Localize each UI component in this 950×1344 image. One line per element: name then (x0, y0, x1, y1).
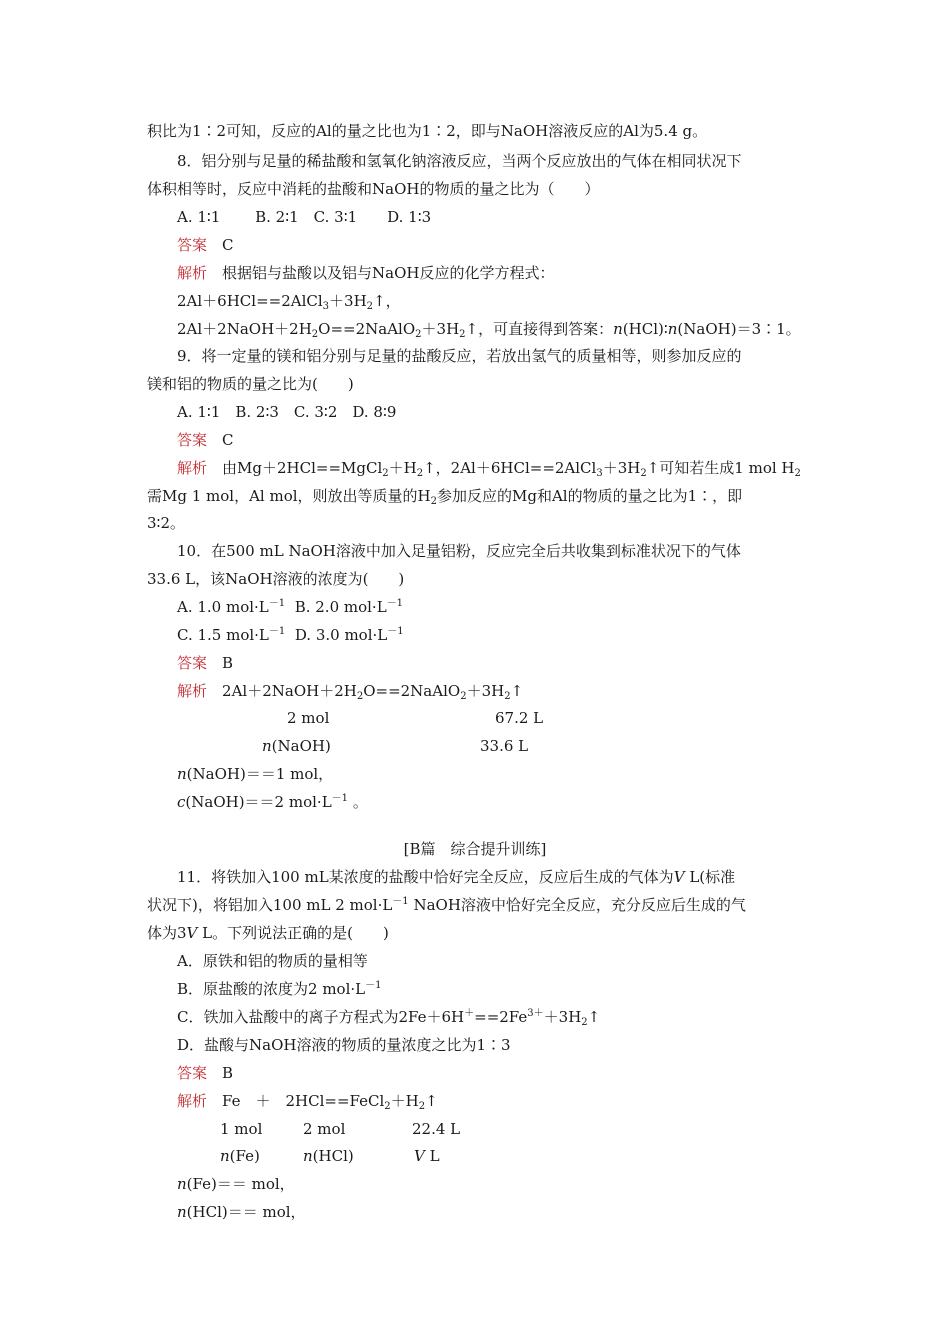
analysis-label: 解析 (177, 1092, 208, 1110)
question-8-answer: 答案 C (177, 236, 234, 254)
question-11-line-2: 状况下)，将铝加入100 mL 2 $mol\cdot L^{-1}$ NaOH溶液中恰好完全反应，充分反应后生成的气 (147, 896, 746, 914)
ratio-cell: n(NaOH) (262, 737, 331, 755)
question-9-options: A. 1∶1 B. 2∶3 C. 3∶2 D. 8∶9 (177, 403, 397, 421)
ratio-cell: 2 mol (303, 1120, 346, 1138)
result-line: n(NaOH)＝＝1 mol， (177, 765, 334, 783)
equation-line: $2Al+6HCl==2AlCl_3+3H_2↑$， (177, 292, 401, 312)
question-11-option-b: B．原盐酸的浓度为2 $mol\cdot L^{-1}$ (177, 980, 382, 998)
question-11-line-3: 体为3V L。下列说法正确的是( ) (147, 924, 389, 942)
question-10-analysis: 解析 $2Al+2NaOH+2H_2O==2NaAlO_2+3H_2↑$ (177, 682, 524, 702)
question-9-line-1: 9．将一定量的镁和铝分别与足量的盐酸反应，若放出氢气的质量相等，则参加反应的 (177, 347, 742, 365)
question-8-line-2: 体积相等时，反应中消耗的盐酸和NaOH的物质的量之比为（ ） (147, 180, 600, 198)
ratio-cell: 2 mol (287, 709, 330, 727)
question-11-answer: 答案 B (177, 1064, 234, 1082)
ratio-cell: 67.2 L (495, 709, 544, 727)
answer-label: 答案 (177, 431, 208, 449)
answer-label: 答案 (177, 1064, 208, 1082)
question-9-line-2: 镁和铝的物质的量之比为( ) (147, 375, 354, 393)
question-10-options-ab: A. 1.0 $mol\cdot L^{-1}$ B. 2.0 $mol\cdot L^{-1}$ (177, 598, 404, 616)
question-11-line-1: 11．将铁加入100 mL某浓度的盐酸中恰好完全反应，反应后生成的气体为V L(标准 (177, 868, 736, 886)
question-9-analysis: 解析 由$Mg+2HCl==MgCl_2+H_2↑$，$2Al+6HCl==2AlCl_3+3H_2↑$可知若生成1 mol $H_2$ (177, 459, 801, 479)
ratio-cell: 22.4 L (412, 1120, 461, 1138)
analysis-label: 解析 (177, 459, 208, 477)
question-8-line-1: 8．铝分别与足量的稀盐酸和氢氧化钠溶液反应，当两个反应放出的气体在相同状况下 (177, 152, 742, 170)
text-line: 积比为1∶2可知，反应的Al的量之比也为1∶2，即与NaOH溶液反应的Al为5.4 g。 (147, 122, 708, 140)
ratio-cell: n(HCl) (303, 1147, 354, 1165)
text-line: 3∶2。 (147, 514, 185, 532)
analysis-label: 解析 (177, 682, 208, 700)
question-10-line-1: 10．在500 mL NaOH溶液中加入足量铝粉，反应完全后共收集到标准状况下的气体 (177, 542, 741, 560)
section-heading: [B篇 综合提升训练] (403, 840, 547, 858)
question-10-line-2: 33.6 L，该NaOH溶液的浓度为( ) (147, 570, 405, 588)
ratio-cell: V L (414, 1147, 440, 1165)
ratio-cell: 1 mol (220, 1120, 263, 1138)
question-11-option-c: C．铁加入盐酸中的离子方程式为$2Fe+6H^+==2Fe^{3+}+3H_2↑$ (177, 1008, 601, 1028)
question-11-option-a: A．原铁和铝的物质的量相等 (177, 952, 368, 970)
result-line: n(Fe)＝＝ mol， (177, 1175, 295, 1193)
result-line: n(HCl)＝＝ mol， (177, 1203, 306, 1221)
answer-label: 答案 (177, 654, 208, 672)
answer-label: 答案 (177, 236, 208, 254)
question-11-analysis: 解析 Fe ＋ $2HCl==FeCl_2+H_2↑$ (177, 1092, 438, 1112)
question-10-options-cd: C. 1.5 $mol\cdot L^{-1}$ D. 3.0 $mol\cdot L^{-1}$ (177, 626, 404, 644)
question-9-answer: 答案 C (177, 431, 234, 449)
question-8-analysis: 解析 根据铝与盐酸以及铝与NaOH反应的化学方程式： (177, 264, 555, 282)
question-11-option-d: D．盐酸与NaOH溶液的物质的量浓度之比为1∶3 (177, 1036, 511, 1054)
text-line: 需Mg 1 mol，Al mol，则放出等质量的$H_2$参加反应的Mg和Al的物质的量之比为1∶，即 (147, 487, 743, 507)
question-10-answer: 答案 B (177, 654, 234, 672)
ratio-cell: 33.6 L (480, 737, 529, 755)
ratio-cell: n(Fe) (220, 1147, 260, 1165)
question-8-options: A. 1∶1 B. 2∶1 C. 3∶1 D. 1∶3 (177, 208, 432, 226)
equation-line: $2Al+2NaOH+2H_2O==2NaAlO_2+3H_2↑$，可直接得到答案：n(HCl)∶n(NaOH)＝3∶1。 (177, 320, 801, 340)
result-line: c(NaOH)＝＝2 $mol\cdot L^{-1}$ 。 (177, 793, 368, 811)
analysis-label: 解析 (177, 264, 208, 282)
